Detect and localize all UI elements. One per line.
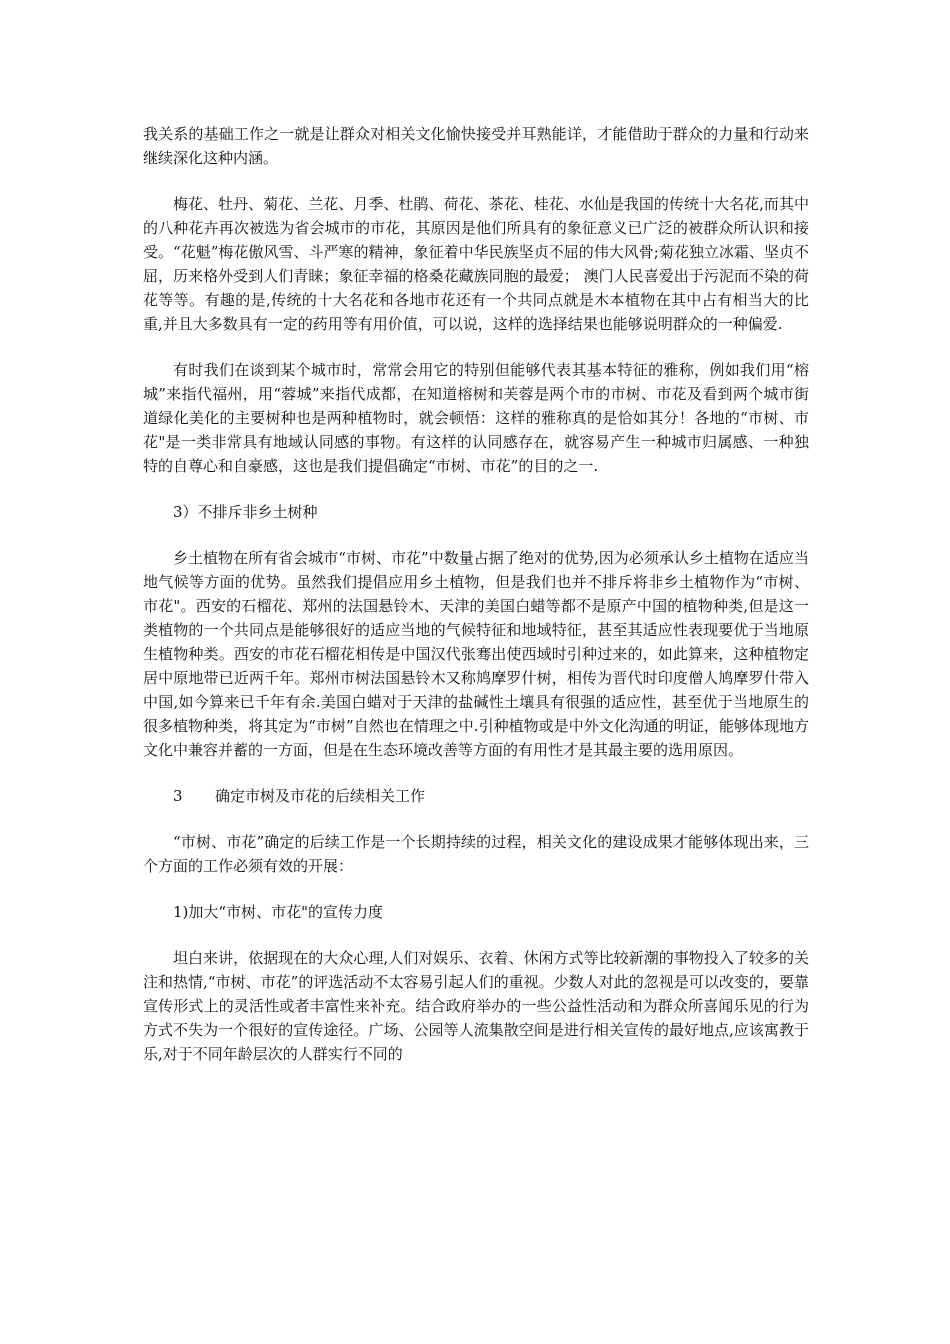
section-number: 3 — [173, 787, 183, 805]
paragraph-famous-flowers: 梅花、牡丹、菊花、兰花、月季、杜鹃、荷花、茶花、桂花、水仙是我国的传统十大名花,而其中的八种花卉再次被选为省会城市的市花，其原因是他们所具有的象征意义已广泛的被群众所认识和接受。“花魁”梅花傲风雪、斗严寒的精神，象征着中华民族坚贞不屈的伟大风骨;菊花独立冰霜、坚贞不屈，历来格外受到人们青睐；象征幸福的格桑花藏族同胞的最爱； 澳门人民喜爱出于污泥而不染的荷花等等。有趣的是,传统的十大名花和各地市花还有一个共同点就是木本植物在其中占有相当大的比重,并且大多数具有一定的药用等有用价值，可以说，这样的选择结果也能够说明群众的一种偏爱. — [143, 195, 809, 333]
paragraph-publicity: 坦白来讲，依据现在的大众心理,人们对娱乐、衣着、休闲方式等比较新潮的事物投入了较多的关注和热情,“市树、市花”的评选活动不太容易引起人们的重视。少数人对此的忽视是可以改变的，要靠宣传形式上的灵活性或者丰富性来补充。结合政府举办的一些公益性活动和为群众所喜闻乐见的行为方式不失为一个很好的宣传途径。广场、公园等人流集散空间是进行相关宣传的最好地点,应该寓教于乐,对于不同年龄层次的人群实行不同的 — [143, 949, 809, 1063]
section-title: 确定市树及市花的后续相关工作 — [215, 787, 426, 805]
paragraph-native-plants: 乡土植物在所有省会城市“市树、市花”中数量占据了绝对的优势,因为必须承认乡土植物在适应当地气候等方面的优势。虽然我们提倡应用乡土植物，但是我们也并不排斥将非乡土植物作为“市树、市花"。西安的石榴花、郑州的法国悬铃木、天津的美国白蜡等都不是原产中国的植物种类,但是这一类植物的一个共同点是能够很好的适应当地的气候特征和地域特征，甚至其适应性表现要优于当地原生植物种类。西安的市花石榴花相传是中国汉代张骞出使西域时引种过来的，如此算来，这种植物定居中原地带已近两千年。郑州市树法国悬铃木又称鸠摩罗什树，相传为晋代时印度僧人鸠摩罗什带入中国,如今算来已千年有余.美国白蜡对于天津的盐碱性土壤具有很强的适应性，甚至优于当地原生的很多植物种类，将其定为“市树”自然也在情理之中.引种植物或是中外文化沟通的明证，能够体现地方文化中兼容并蓄的一方面，但是在生态环境改善等方面的有用性才是其最主要的选用原因。 — [143, 549, 809, 759]
paragraph-continuation: 我关系的基础工作之一就是让群众对相关文化愉快接受并耳熟能详，才能借助于群众的力量和行动来继续深化这种内涵。 — [143, 125, 809, 167]
section-heading-follow-up-work — [143, 784, 809, 808]
paragraph-city-nicknames: 有时我们在谈到某个城市时，常常会用它的特别但能够代表其基本特征的雅称，例如我们用“榕城”来指代福州，用“蓉城”来指代成都，在知道榕树和芙蓉是两个市的市树、市花及看到两个城市街道绿化美化的主要树种也是两种植物时，就会顿悟：这样的雅称真的是恰如其分！各地的“市树、市花"是一类非常具有地域认同感的事物。有这样的认同感存在，就容易产生一种城市归属感、一种独特的自尊心和自豪感，这也是我们提倡确定“市树、市花”的目的之一. — [143, 361, 809, 475]
subheading-publicity: 1)加大“市树、市花"的宣传力度 — [173, 903, 383, 921]
paragraph-follow-up-intro: “市树、市花”确定的后续工作是一个长期持续的过程，相关文化的建设成果才能够体现出来，三个方面的工作必须有效的开展： — [143, 833, 809, 875]
document-body — [143, 122, 809, 1066]
subheading-non-native-species: 3）不排斥非乡土树种 — [173, 503, 318, 521]
